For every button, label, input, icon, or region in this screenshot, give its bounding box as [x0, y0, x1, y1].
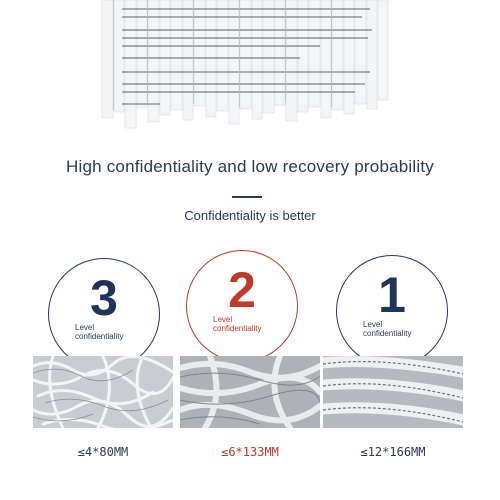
shredded-document-image: [100, 0, 390, 135]
level-label-bottom: confidentiality: [213, 324, 262, 333]
level-2-badge: [186, 250, 298, 362]
level-1-badge: [336, 255, 448, 367]
subheadline: Confidentiality is better: [184, 208, 316, 223]
level-number: 3: [90, 270, 118, 326]
size-label-level-2: ≤6*133MM: [221, 445, 279, 459]
headline: High confidentiality and low recovery probability: [66, 157, 434, 176]
level-label-top: Level: [75, 323, 95, 332]
level-3-badge: [48, 258, 160, 370]
size-label-level-1: ≤12*166MM: [360, 445, 426, 459]
level-label: [363, 320, 411, 338]
level-number: 1: [378, 267, 406, 323]
level-label: [75, 323, 123, 341]
level-label-bottom: confidentiality: [75, 332, 124, 341]
level-label: [213, 315, 261, 333]
level-label-top: Level: [213, 315, 233, 324]
level-label-top: Level: [363, 320, 383, 329]
size-label-level-3: ≤4*80MM: [77, 445, 129, 459]
shredded-paper-photo-coarse: [323, 356, 463, 428]
shredded-paper-photo-medium: [180, 356, 320, 428]
level-number: 2: [228, 262, 256, 318]
divider: [232, 196, 262, 198]
shredded-paper-photo-fine: [33, 356, 173, 428]
level-label-bottom: confidentiality: [363, 329, 412, 338]
